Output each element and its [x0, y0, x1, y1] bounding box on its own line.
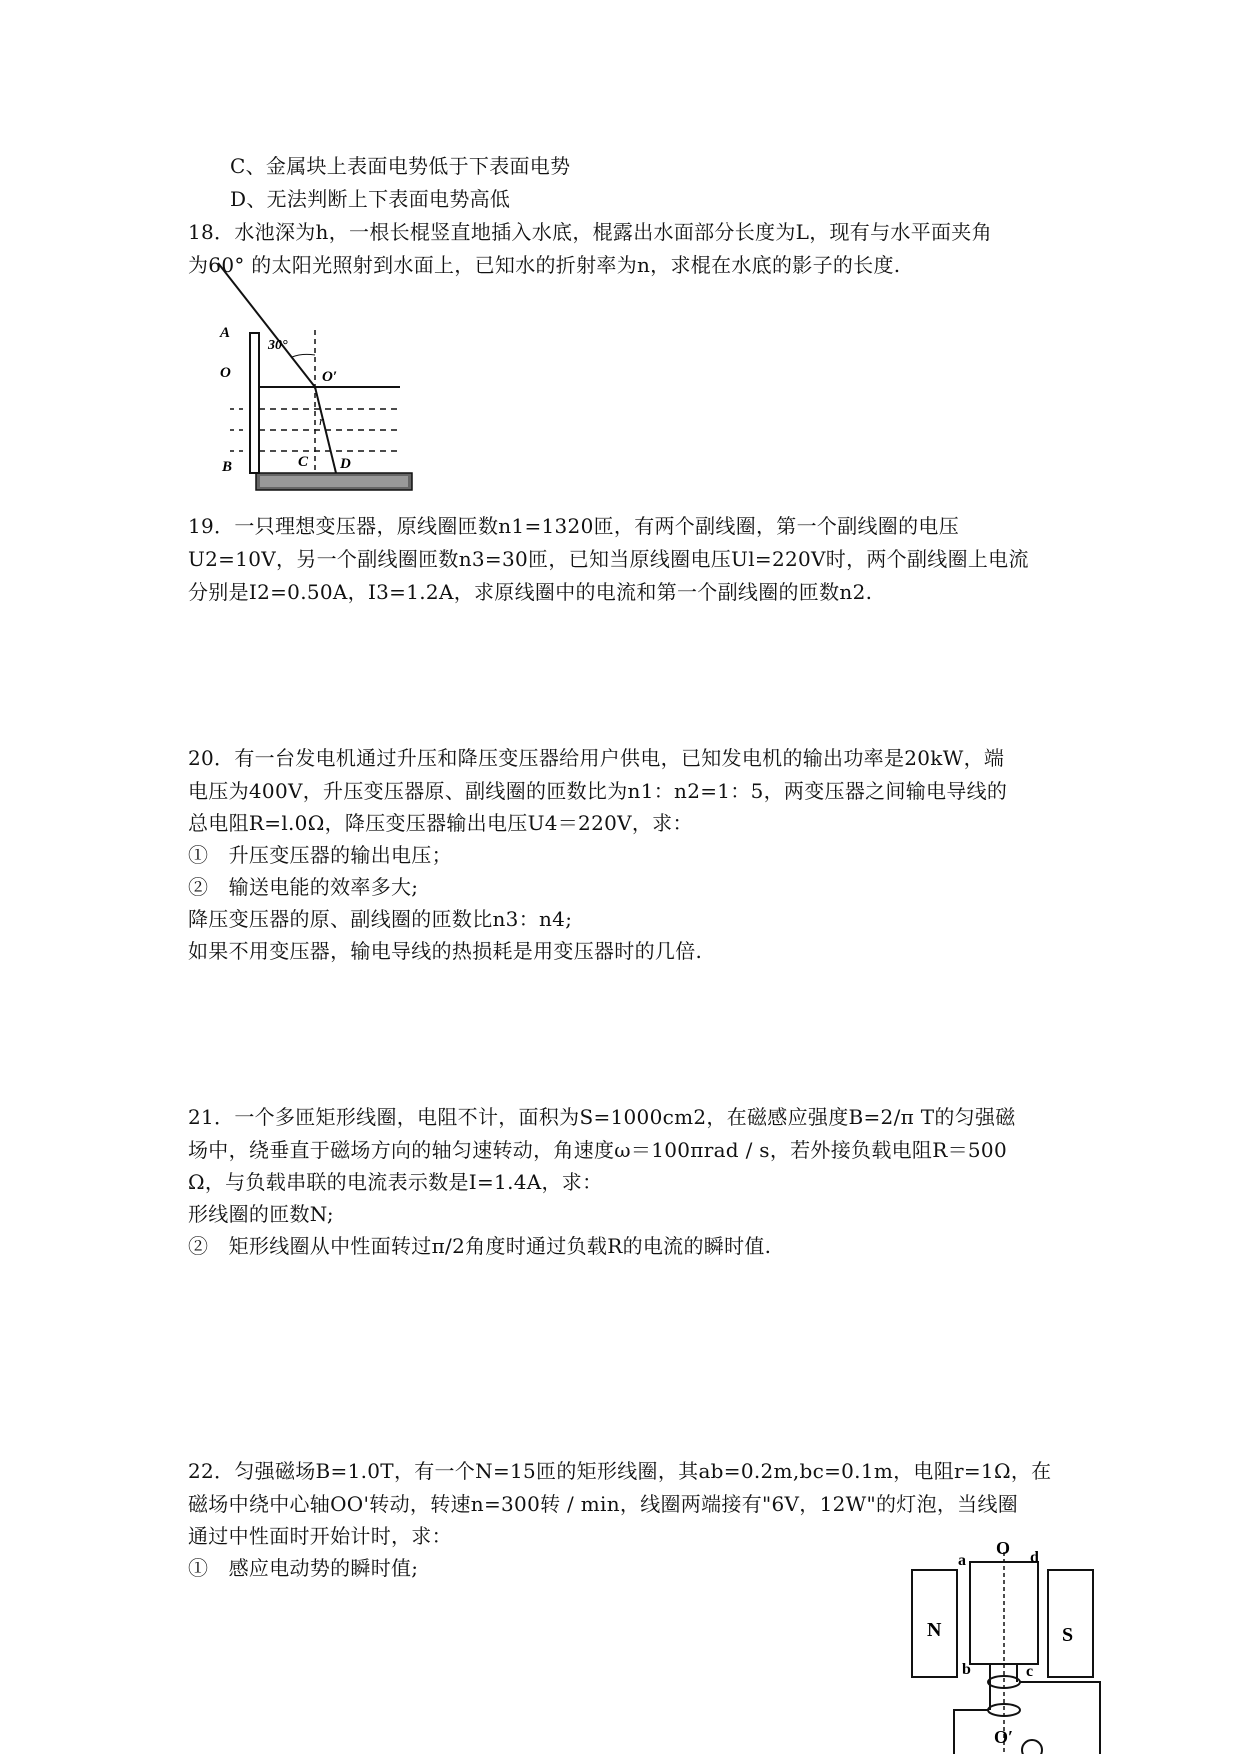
label-N: N: [927, 1619, 942, 1641]
option-d: D、无法判断上下表面电势高低: [230, 187, 511, 211]
q22-item-1: ① 感应电动势的瞬时值;: [188, 1556, 419, 1580]
q21-line-1: 21．一个多匝矩形线圈，电阻不计，面积为S=1000cm2，在磁感应强度B=2/π T的匀强磁: [188, 1105, 1016, 1129]
q18-line-2: 为60° 的太阳光照射到水面上，已知水的折射率为n，求棍在水底的影子的长度.: [188, 253, 901, 277]
q20-line-3: 总电阻R=l.0Ω，降压变压器输出电压U4＝220V，求：: [188, 811, 693, 835]
label-d: d: [1030, 1549, 1039, 1566]
q22-line-2: 磁场中绕中心轴OO'转动，转速n=300转 / min，线圈两端接有"6V，12W"的灯泡，当线圈: [188, 1492, 1019, 1516]
q19-line-1: 19．一只理想变压器，原线圈匝数n1=1320匝，有两个副线圈，第一个副线圈的电压: [188, 514, 960, 538]
q18-figure: [220, 295, 420, 495]
q19-line-2: U2=10V，另一个副线圈匝数n3=30匝，已知当原线圈电压Ul=220V时，两个副线圈上电流: [188, 547, 1029, 571]
coil: [970, 1562, 1038, 1664]
option-c: C、金属块上表面电势低于下表面电势: [230, 154, 571, 178]
label-O: O: [220, 365, 231, 381]
q22-line-3: 通过中性面时开始计时，求：: [188, 1524, 452, 1548]
label-O-prime: O′: [994, 1727, 1014, 1747]
label-A: A: [220, 325, 231, 341]
q21-line-3: Ω，与负载串联的电流表示数是I=1.4A，求：: [188, 1170, 603, 1194]
q20-item-1: ① 升压变压器的输出电压；: [188, 843, 452, 867]
label-O: O: [996, 1538, 1011, 1558]
q20-line-1: 20．有一台发电机通过升压和降压变压器给用户供电，已知发电机的输出功率是20kW，端: [188, 746, 1005, 770]
q22-line-1: 22．匀强磁场B=1.0T，有一个N=15匝的矩形线圈，其ab=0.2m,bc=0.1m，电阻r=1Ω，在: [188, 1459, 1052, 1483]
q20-item-3: 降压变压器的原、副线圈的匝数比n3：n4;: [188, 907, 573, 931]
label-a: a: [958, 1552, 966, 1569]
label-S: S: [1062, 1624, 1074, 1646]
label-B: B: [222, 459, 233, 475]
circuit-wire-right: [1020, 1682, 1100, 1754]
circuit-wire-left: [954, 1710, 988, 1754]
q21-item-2: ② 矩形线圈从中性面转过π/2角度时通过负载R的电流的瞬时值.: [188, 1234, 772, 1258]
stick: [250, 333, 259, 473]
q22-figure: [900, 1540, 1120, 1754]
label-c: c: [1026, 1663, 1034, 1680]
q18-line-1: 18．水池深为h，一根长棍竖直地插入水底，棍露出水面部分长度为L，现有与水平面夹角: [188, 220, 992, 244]
q21-line-2: 场中，绕垂直于磁场方向的轴匀速转动，角速度ω＝100πrad / s，若外接负载电阻R＝500: [188, 1138, 1007, 1162]
label-C: C: [298, 454, 309, 470]
q20-item-2: ② 输送电能的效率多大;: [188, 875, 419, 899]
label-O-prime: O′: [322, 369, 338, 385]
lamp-icon: [1022, 1740, 1042, 1754]
label-30: 30°: [268, 338, 288, 353]
label-r: r: [319, 413, 325, 428]
q19-line-3: 分别是I2=0.50A，I3=1.2A，求原线圈中的电流和第一个副线圈的匝数n2.: [188, 580, 873, 604]
label-b: b: [962, 1661, 971, 1678]
label-D: D: [340, 456, 351, 472]
q20-item-4: 如果不用变压器，输电导线的热损耗是用变压器时的几倍.: [188, 939, 703, 963]
q20-line-2: 电压为400V，升压变压器原、副线圈的匝数比为n1：n2=1：5，两变压器之间输电导线的: [188, 779, 1008, 803]
q21-item-1: 形线圈的匝数N;: [188, 1202, 334, 1226]
incident-ray: [218, 263, 315, 387]
